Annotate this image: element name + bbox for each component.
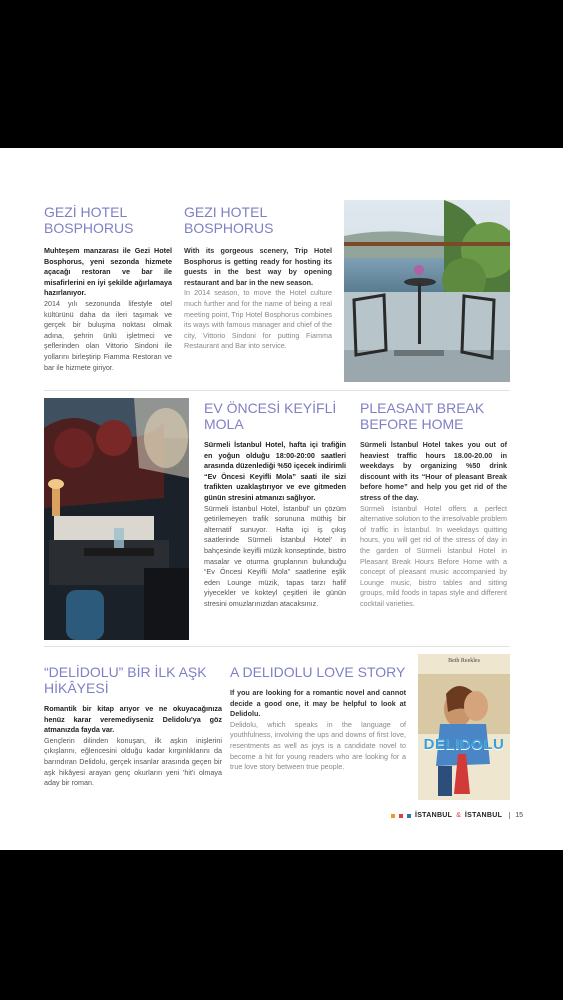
footer-square-icon <box>399 814 403 818</box>
delidolu-book-cover <box>418 654 510 800</box>
gezi-tr-lead: Muhteşem manzarası ile Gezi Hotel Bosphorus, yeni sezonda hizmete açacağı restoran ve bar ile misafirlerini en iyi şekilde ağırlamaya hazırlanıyor. <box>44 246 172 298</box>
magazine-page <box>0 148 563 850</box>
deli-en-body: Delidolu, which speaks in the language of youthfulness, involving the ups and downs of first love, resentments as well as joys is a candidate novel to become a hit for young readers who are looking for a true love story between true people. <box>230 719 406 772</box>
gezi-en-title: GEZI HOTEL BOSPHORUS <box>184 204 274 236</box>
gezi-en-body: In 2014 season, to move the Hotel culture much further and for the name of being a real meeting point, Trip Hotel Bosphorus combines its ways with famous manager and chief of the city, Vittorio Sindoni for putting Fiamma Restaurant and Bar into service. <box>184 288 332 351</box>
section-divider <box>44 646 510 647</box>
hotel-terrace-photo <box>344 200 510 382</box>
gezi-en-lead: With its gorgeous scenery, Trip Hotel Bosphorus is getting ready for hosting its guests in the best way by opening restaurant and bar in the new season. <box>184 246 332 287</box>
footer-amp: & <box>456 812 461 819</box>
page-footer <box>391 812 523 819</box>
gezi-tr-text <box>44 246 172 373</box>
ev-tr-text <box>204 440 346 610</box>
deli-tr-body: Gençlerin dilinden konuşan, ilk aşkın inişlerini çıkışlarını, eğlencesini olduğu kadar kırgınlıklarını da barındıran Delidolu, gerçek insanlar arasında geçen bir aşk hikâyesi arayan genç okurların yeni 'hit'i olmaya aday bir roman. <box>44 735 222 788</box>
gezi-en-text <box>184 246 332 352</box>
ev-en-text <box>360 440 507 610</box>
gezi-tr-body: 2014 yılı sezonunda lifestyle otel kültürünü daha da ileri taşımak ve gerçek bir buluşma noktası olmak adına, şehrin ünlü işletmeci ve şeflerinden olan Vittorio Sindoni ile yollarını birleştirip Fiamma Restoran ve bar ile hizmete giriyor. <box>44 298 172 372</box>
deli-tr-lead: Romantik bir kitap arıyor ve ne okuyacağınıza henüz karar veremediyseniz Delidolu'ya göz atmanızda fayda var. <box>44 704 222 735</box>
page-number: 15 <box>509 812 523 819</box>
deli-en-title: A DELIDOLU LOVE STORY <box>230 664 406 680</box>
footer-brand: İSTANBUL <box>414 812 453 819</box>
footer-square-icon <box>407 814 411 818</box>
ev-tr-title: EV ÖNCESİ KEYİFLİ MOLA <box>204 400 337 432</box>
gezi-tr-title: GEZİ HOTEL BOSPHORUS <box>44 204 134 236</box>
deli-tr-text <box>44 704 222 789</box>
footer-square-icon <box>391 814 395 818</box>
deli-en-text <box>230 688 406 773</box>
ev-en-lead: Sürmeli İstanbul Hotel takes you out of heaviest traffic hours 18.00-20.00 in weekdays by organizing %50 drink discount with its “Hour of pleasant Break before home” and help you get rid of the stress of the day. <box>360 440 507 502</box>
ev-en-title: PLEASANT BREAK BEFORE HOME <box>360 400 485 432</box>
book-title: DELIDOLU <box>423 736 505 753</box>
footer-brand-2: İSTANBUL <box>464 812 503 819</box>
deli-tr-title: “DELİDOLU” BİR İLK AŞK HİKÂYESİ <box>44 664 207 696</box>
ev-en-body: Sürmeli İstanbul Hotel offers a perfect alternative solution to the irresolvable problem of traffic in İstanbul. In weekdays quitting hours, you will get rid of the stress of day in the garden of Sürmeli İstanbul Hotel in Pleasant Break Hours Before Home with a concept of pleasant music accompanied by Lounge music, bistro tables and sitting groups, mild foods in tapas style and different cocktail varieties. <box>360 503 507 608</box>
deli-en-lead: If you are looking for a romantic novel and cannot decide a good one, it may be helpful to look at Delidolu. <box>230 688 406 719</box>
book-author: Beth Reekles <box>448 658 480 664</box>
ev-tr-lead: Sürmeli İstanbul Hotel, hafta içi trafiğin en yoğun olduğu 18:00-20:00 saatleri arasında düzenlediği %50 içecek indirimli “Ev Öncesi Keyifli Mola” saati ile sizi trafikten uzaklaştırıyor ve eve gitmeden günün stresini atmanızı sağlıyor. <box>204 440 346 502</box>
section-divider <box>44 390 510 391</box>
garden-lounge-photo <box>44 398 189 640</box>
ev-tr-body: Sürmeli İstanbul Hotel, İstanbul' un çözüm getirilemeyen trafik sorununa müthiş bir alternatif sunuyor. Hafta içi iş çıkış saatlerinde Sürmeli İstanbul Hotel' in bahçesinde keyifli müzik konseptinde, bistro masalar ve oturma gruplarının bulunduğu “Ev Öncesi Keyifli Mola” saatlerine eşlik eden Lounge müzik, tapas tarzı hafif yiyecekler ve kokteyl çeşitleri ile günün stresini omuzlarınızdan atacaksınız. <box>204 503 346 608</box>
